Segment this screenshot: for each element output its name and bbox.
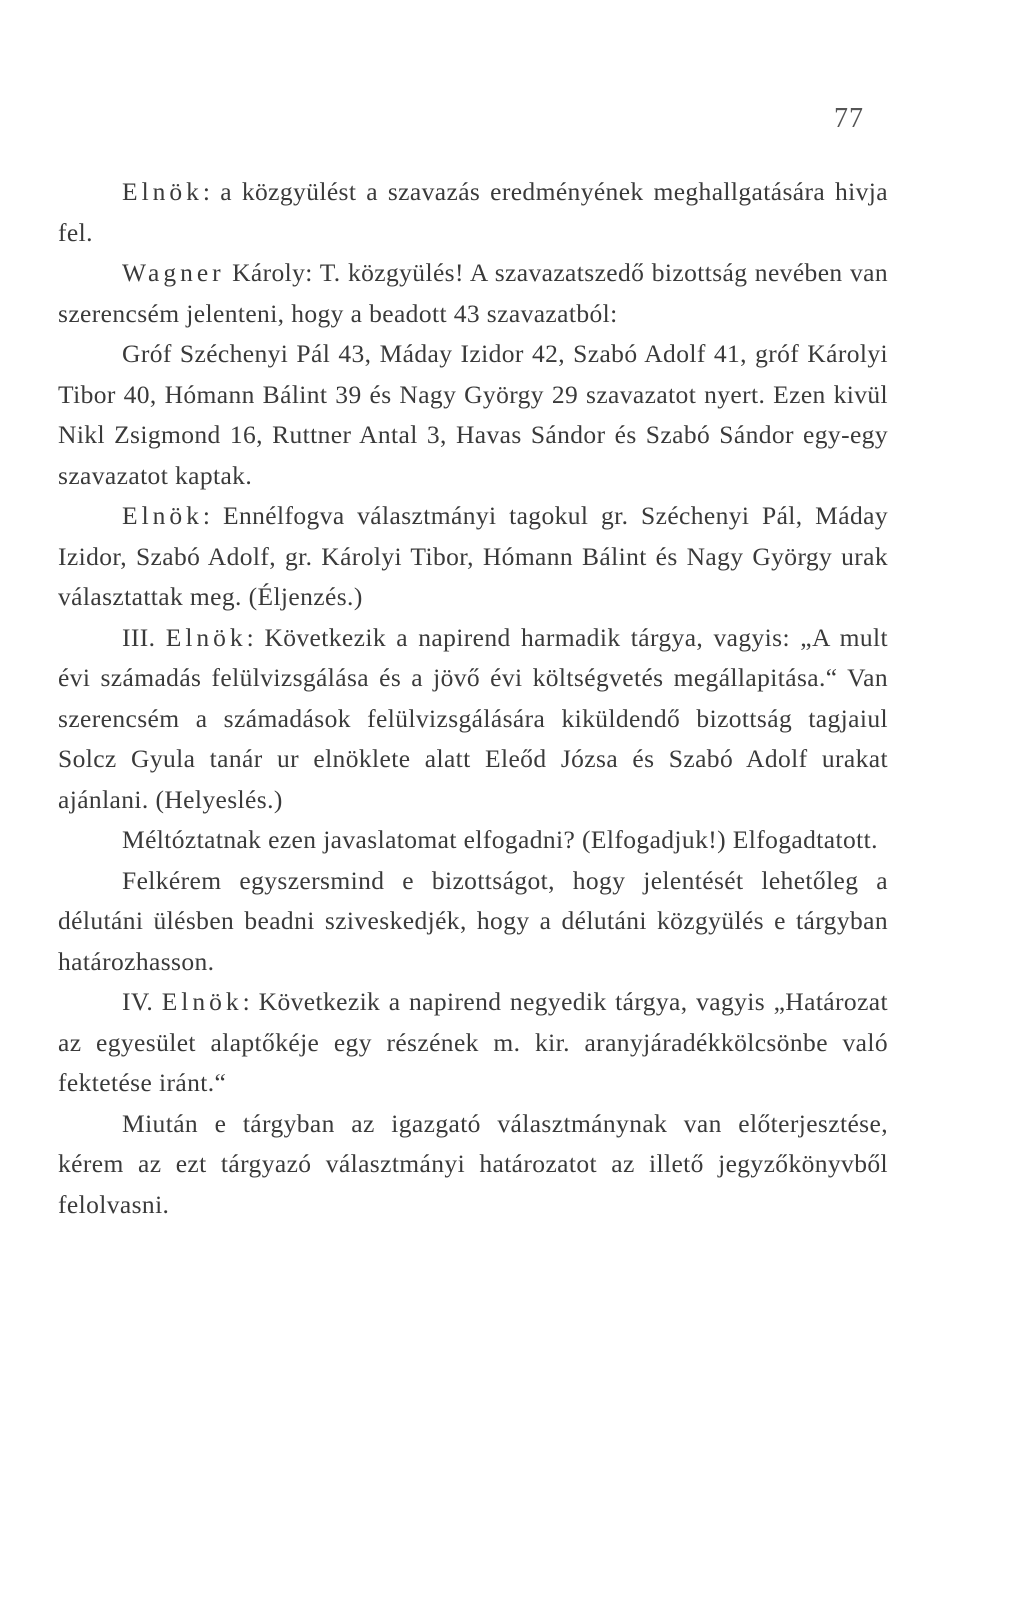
- paragraph-text: Miután e tárgyban az igazgató választmánynak van előterjesztése, kérem az ezt tárgyazó választmányi határozatot az illető jegyzőkönyvből felolvasni.: [58, 1108, 888, 1219]
- paragraph: [58, 820, 888, 861]
- document-body: [58, 172, 888, 1225]
- paragraph: [58, 172, 888, 253]
- paragraph-text: Méltóztatnak ezen javaslatomat elfogadni? (Elfogadjuk!) Elfogadtatott.: [122, 825, 878, 854]
- speaker-name: Elnök: [122, 501, 203, 530]
- paragraph-text: III.: [122, 622, 166, 652]
- paragraph-text: Károly: T. közgyülés! A szavazatszedő bizottság nevében van szerencsém jelenteni, hogy a beadott 43 szavazatból:: [58, 258, 888, 328]
- speaker-name: Elnök: [122, 177, 203, 206]
- paragraph: [58, 861, 888, 983]
- paragraph-text: : Következik a napirend harmadik tárgya, vagyis: „A mult évi számadás felülvizsgálása és a jövő évi költségvetés megállapitása.“ Van szerencsém a számadások felülvizsgálására kiküldendő bizottság tagjaiul Solcz Gyula tanár ur elnöklete alatt Eleőd Józsa és Szabó Adolf urakat ajánlani. (Helyeslés.): [58, 622, 888, 814]
- paragraph-text: Gróf Széchenyi Pál 43, Máday Izidor 42, Szabó Adolf 41, gróf Károlyi Tibor 40, Hómann Bálint 39 és Nagy György 29 szavazatot nyert. Ezen kivül Nikl Zsigmond 16, Ruttner Antal 3, Havas Sándor és Szabó Sándor egy-egy szavazatot kaptak.: [58, 339, 888, 490]
- paragraph: [58, 496, 888, 618]
- speaker-name: Elnök: [161, 987, 243, 1016]
- speaker-name: Wagner: [122, 258, 225, 287]
- page-number: 77: [834, 103, 864, 134]
- speaker-name: Elnök: [165, 622, 247, 652]
- paragraph: [58, 253, 888, 334]
- paragraph: [58, 982, 888, 1104]
- paragraph: [58, 1104, 888, 1226]
- paragraph-text: : a közgyülést a szavazás eredményének meghallgatására hivja fel.: [58, 177, 888, 247]
- paragraph: [58, 334, 888, 496]
- paragraph-text: IV.: [122, 987, 162, 1016]
- paragraph-text: : Következik a napirend negyedik tárgya, vagyis „Határozat az egyesület alaptőkéje egy részének m. kir. aranyjáradékkölcsönbe való fektetése iránt.“: [58, 987, 888, 1097]
- paragraph: [58, 618, 888, 821]
- paragraph-text: Felkérem egyszersmind e bizottságot, hogy jelentését lehetőleg a délutáni ülésben beadni sziveskedjék, hogy a délutáni közgyülés e tárgyban határozhasson.: [58, 865, 888, 976]
- paragraph-text: : Ennélfogva választmányi tagokul gr. Széchenyi Pál, Máday Izidor, Szabó Adolf, gr. Károlyi Tibor, Hómann Bálint és Nagy György urak választattak meg. (Éljenzés.): [58, 501, 888, 611]
